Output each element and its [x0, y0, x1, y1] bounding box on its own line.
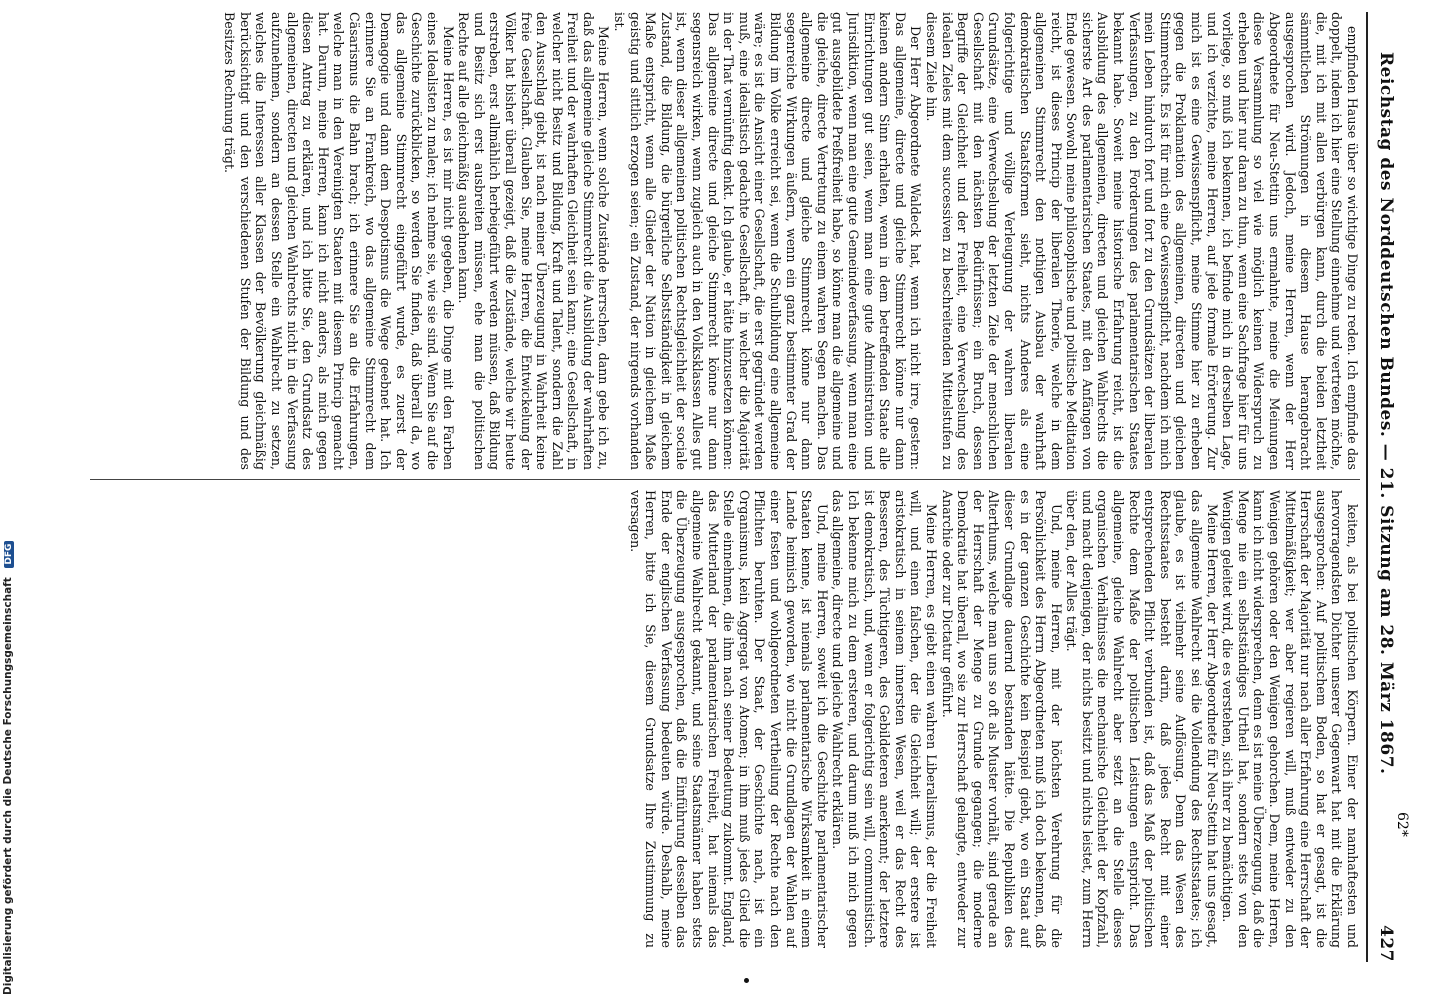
digitization-credit	[2, 541, 14, 995]
running-head-title: Reichstag des Norddeutschen Bundes. — 21. Sitzung am 28. März 1867.	[1376, 52, 1396, 775]
credit-sidebar	[0, 0, 14, 1000]
paragraph: Meine Herren, wenn solche Zustände herrschen, dann gebe ich zu, daß das allgemeine gleiche Stimmrecht die Ausbildung der wahrhaften Freiheit und der wahrhaften Gleichheit sein kann; eine Gesellschaft, in welcher nicht Besitz und Bildung, Kraft und Talent, sondern die Zahl den Ausschlag giebt, ist nach meiner Überzeugung in Wahrheit keine freie Gesellschaft. Glauben Sie, meine Herren, die Entwickelung der Völker hat bisher überall gezeigt, daß die Zustände, welche wir heute erstreben, erst allmählich herbeigeführt werden müssen, daß Bildung und Besitz sich erst ausbreiten müssen, ehe man die politischen Rechte auf alle gleichmäßig ausdehnen kann.	[456, 12, 612, 470]
rotated-page-content	[80, 12, 1400, 962]
credit-text: Digitalisierung gefördert durch die Deutsche Forschungsgemeinschaft	[2, 577, 14, 995]
text-column-left	[90, 12, 1360, 470]
dfg-logo: DFG	[4, 541, 14, 568]
column-divider	[90, 479, 1360, 480]
text-column-right	[90, 490, 1360, 948]
paragraph: Meine Herren, es giebt einen wahren Liberalismus, der die Freiheit will, und einen falschen, der die Gleichheit will; der erstere ist aristokratisch in seinem innersten Wesen, weil er das Recht des Besseren, des Tüchtigeren, des Gebildeteren anerkennt; der letztere ist demokratisch, und, wenn er folgerichtig sein will, communistisch. Ich bekenne mich zu dem ersteren, und darum muß ich mich gegen das allgemeine, directe und gleiche Wahlrecht erklären.	[830, 490, 939, 948]
paragraph: Der Herr Abgeordnete Waldeck hat, wenn ich nicht irre, gestern: Das allgemeine, directe und gleiche Stimmrecht könne nur dann keinen andern Sinn erhalten, wenn in dem betreffenden Staate alle Einrichtungen gut seien, wenn man eine gute Administration und Jurisdiktion, wenn man eine gute Gemeindeverfassung, wenn man eine gut ausgebildete Preßfreiheit habe, so könne man die allgemeine und die gleiche, directe Vertretung zu einem wahren Segen machen. Das allgemeine directe und gleiche Stimmrecht könne nur dann segenreiche Wirkungen äußern, wenn ein ganz bestimmter Grad der Bildung im Volke erreicht sei, wenn die Schulbildung eine allgemeine wäre; es ist die Ansicht einer Gesellschaft, die erst gegründet werden muß, eine idealistisch gedachte Gesellschaft, in welcher die Majorität in der That vernünftig denkt. Ich glaube, er hätte hinzusetzen können: Das allgemeine directe und gleiche Stimmrecht könne nur dann segensreich wirken, wenn zugleich auch in den Volksklassen Alles gut ist, wenn dieser allgemeinen politischen Rechtsgleichheit der sociale Zustand, die Bildung, die bürgerliche Selbstständigkeit in gleichem Maße entspricht, wenn alle Glieder der Nation in gleichem Maße geistig und sittlich erzogen seien; ein Zustand, der nirgends vorhanden ist.	[612, 12, 924, 470]
header-rule	[1366, 12, 1368, 962]
paragraph: Meine Herren, der Herr Abgeordnete für Neu-Stettin hat uns gesagt, das allgemeine Wahlrecht sei die Vollendung des Rechtsstaates; ich glaube, es ist vielmehr seine Auflösung. Denn das Wesen des Rechtsstaates besteht darin, daß jedes Recht mit einer entsprechenden Pflicht verbunden ist, daß das Maß der politischen Rechte dem Maße der politischen Leistungen entspricht. Das allgemeine, gleiche Wahlrecht aber setzt an die Stelle dieses organischen Verhältnisses die mechanische Gleichheit der Kopfzahl, und macht denjenigen, der nichts besitzt und nichts leistet, zum Herrn über den, der Alles trägt.	[1064, 490, 1220, 948]
paragraph: Und, meine Herren, mit der höchsten Verehrung für die Persönlichkeit des Herrn Abgeordneten muß ich doch bekennen, daß es in der ganzen Geschichte kein Beispiel giebt, wo ein Staat auf dieser Grundlage dauernd bestanden hätte. Die Republiken des Alterthums, welche man uns so oft als Muster vorhält, sind gerade an der Herrschaft der Menge zu Grunde gegangen; die moderne Demokratie hat überall, wo sie zur Herrschaft gelangte, entweder zur Anarchie oder zur Dictatur geführt.	[939, 490, 1064, 948]
paragraph: Meine Herren, es ist mir nicht gegeben, die Dinge mit den Farben eines Idealisten zu malen; ich nehme sie, wie sie sind. Wenn Sie auf die Geschichte zurückblicken, so werden Sie finden, daß überall da, wo das allgemeine Stimmrecht eingeführt wurde, es zuerst der Demagogie und dann dem Despotismus die Wege geebnet hat. Ich erinnere Sie an Frankreich, wo das allgemeine Stimmrecht dem Cäsarismus die Bahn brach; ich erinnere Sie an die Erfahrungen, welche man in den Vereinigten Staaten mit diesem Princip gemacht hat. Darum, meine Herren, kann ich nicht anders, als mich gegen diesen Antrag zu erklären, und ich bitte Sie, den Grundsatz des allgemeinen, directen und gleichen Wahlrechts nicht in die Verfassung aufzunehmen, sondern an dessen Stelle ein Wahlrecht zu setzen, welches die Interessen aller Klassen der Bevölkerung gleichmäßig berücksichtigt und den verschiedenen Stufen der Bildung und des Besitzes Rechnung trägt.	[222, 12, 456, 470]
page-number: 427	[1376, 925, 1396, 962]
paragraph: Und, meine Herren, soweit ich die Geschichte parlamentarischer Staaten kenne, ist niemals parlamentarische Wirksamkeit in einem Lande heimisch geworden, wo nicht die Grundlagen der Wahlen auf einer festen und wohlgeordneten Vertheilung der Rechte nach den Pflichten beruhten. Der Staat, der Geschichte nach, ist ein Organismus, kein Aggregat von Atomen; in ihm muß jedes Glied die Stelle einnehmen, die ihm nach seiner Bedeutung zukommt. England, das Mutterland der parlamentarischen Freiheit, hat niemals das allgemeine Wahlrecht gekannt, und seine Staatsmänner haben stets die Überzeugung ausgesprochen, daß die Einführung desselben das Ende der englischen Verfassung bedeuten würde. Deshalb, meine Herren, bitte ich Sie, diesem Grundsatze Ihre Zustimmung zu versagen.	[627, 490, 830, 948]
paragraph: keiten, als bei politischen Körpern. Einer der namhaftesten und hervorragendsten Dichter unserer Gegenwart hat mit die Erklärung ausgesprochen: Auf politischem Boden, so hat er gesagt, ist die Herrschaft der Majorität nur nach aller Erfahrung eine Herrschaft der Mittelmäßigkeit; wer aber regieren will, muß entweder zu den Wenigen gehören oder den Wenigen gehorchen. Dem, meine Herren, kann ich nicht widersprechen, denn es ist meine Überzeugung, daß die Menge nie ein selbstständiges Urtheil hat, sondern stets von den Wenigen geleitet wird, die es verstehen, sich ihrer zu bemächtigen.	[1220, 490, 1360, 948]
paragraph: empfinden Hause über so wichtige Dinge zu reden. Ich empfinde das doppelt, indem ich hier eine Stellung einnehme und vertreten möchte, die, mit ich mit allen verbürgen kann, durch die beiden letztheit sämmtlichen Strömungen in diesem Hause herangebracht ausgesprochen wird. Jedoch, meine Herren, wenn der Herr Abgeordnete für Neu-Stettin uns ermahnte, meine die Meinungen diese Versammlung so viel wie möglich keinen Widerspruch zu erheben und hier nur daran zu thun, wenn eine Sachfrage hier für uns vorliege, so muß ich bekennen, ich befinde mich in derselben Lage, und ich verzichte, meine Herren, auf jede formale Erörterung. Zur mich ist es eine Gewissenspflicht, meine Stimme hier zu erheben gegen die Proklamation des allgemeinen, directen und gleichen Stimmrechts. Es ist für mich eine Gewissenspflicht, nachdem ich mich mein Leben hindurch fort und fort zu den Grundsätzen der liberalen Verfassungen, zu den Forderungen des parlamentarischen Staates bekannt habe. Soweit meine historische Erfahrung reicht, ist die Ausbildung des allgemeinen, directen und gleichen Wahlrechts die sicherste Art des parlamentarischen Staates, mit den Anfängen von Ende gewesen. Sowohl meine philosophische und politische Meditation reicht, ist dieses Princip der liberalen Theorie, welche in dem allgemeinen Stimmrecht den nothigen Ausbau der wahrhaft demokratischen Staatsformen sieht, nichts Anderes als eine folgerichtige und völlige Verleugnung der wahren liberalen Grundsätze, eine Verwechselung der letzten Ziele der menschlichen Gesellschaft mit den nächsten Bedürfnissen; ein Bruch, dessen Begriffe der Gleichheit und der Freiheit, eine Verwechselung des idealen Zieles mit dem successiven zu beschreitenden Mittelstufen zu diesem Ziele hin.	[923, 12, 1360, 470]
ink-dot	[744, 978, 749, 983]
page-signature: 62*	[1394, 812, 1410, 837]
